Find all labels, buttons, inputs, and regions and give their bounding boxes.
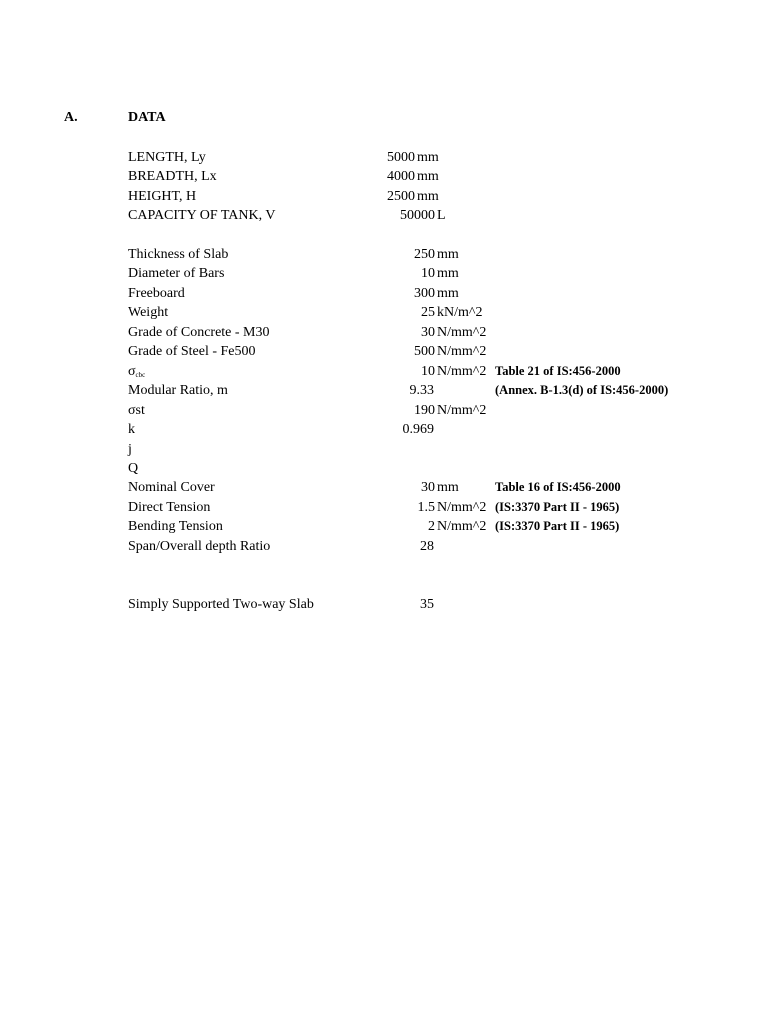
row-value: 10 bbox=[421, 364, 435, 379]
row-label-text: Span/Overall depth Ratio bbox=[128, 539, 271, 554]
row-value: 25 bbox=[421, 305, 435, 320]
row-label-text: Modular Ratio, m bbox=[128, 383, 228, 398]
row-label bbox=[128, 381, 228, 400]
table-row bbox=[0, 420, 768, 439]
row-reference: (IS:3370 Part II - 1965) bbox=[495, 519, 620, 533]
row-label-text: HEIGHT, H bbox=[128, 189, 197, 204]
row-label-text: σst bbox=[128, 403, 145, 418]
table-row bbox=[0, 537, 768, 556]
row-label bbox=[128, 420, 135, 439]
row-label-text: BREADTH, Lx bbox=[128, 169, 217, 184]
row-value: 190 bbox=[414, 403, 435, 418]
row-label-text: Thickness of Slab bbox=[128, 247, 229, 262]
row-label bbox=[128, 284, 185, 303]
row-value: 2500 bbox=[387, 189, 415, 204]
row-label-subscript: cbc bbox=[135, 371, 146, 379]
row-unit: N/mm^2 bbox=[437, 364, 487, 379]
row-label bbox=[128, 187, 196, 206]
row-unit: mm bbox=[437, 480, 459, 495]
table-row bbox=[0, 303, 768, 322]
table-row bbox=[0, 517, 768, 536]
row-label bbox=[128, 323, 270, 342]
row-label-text: Q bbox=[128, 461, 139, 476]
row-reference: Table 16 of IS:456-2000 bbox=[495, 480, 621, 494]
table-row bbox=[0, 206, 768, 225]
table-row bbox=[0, 245, 768, 264]
row-label bbox=[128, 459, 138, 478]
row-unit: kN/m^2 bbox=[437, 305, 483, 320]
table-row bbox=[0, 498, 768, 517]
row-label-text: Grade of Concrete - M30 bbox=[128, 325, 270, 340]
row-label bbox=[128, 264, 224, 283]
row-unit: L bbox=[437, 208, 446, 223]
row-label-text: Freeboard bbox=[128, 286, 185, 301]
table-row bbox=[0, 264, 768, 283]
row-label-text: CAPACITY OF TANK, V bbox=[128, 208, 276, 223]
section-title: DATA bbox=[128, 110, 166, 125]
row-value: 50000 bbox=[400, 208, 435, 223]
row-value: 35 bbox=[420, 597, 434, 612]
row-value: 4000 bbox=[387, 169, 415, 184]
row-value: 30 bbox=[421, 325, 435, 340]
row-label bbox=[128, 245, 228, 264]
row-reference: Table 21 of IS:456-2000 bbox=[495, 364, 621, 378]
row-unit: mm bbox=[437, 286, 459, 301]
row-value: 1.5 bbox=[417, 500, 435, 515]
row-unit: mm bbox=[437, 266, 459, 281]
table-row bbox=[0, 362, 768, 381]
row-label-text: j bbox=[128, 442, 132, 457]
table-row bbox=[0, 381, 768, 400]
table-row bbox=[0, 440, 768, 459]
row-unit: N/mm^2 bbox=[437, 403, 487, 418]
row-value: 10 bbox=[421, 266, 435, 281]
table-row bbox=[0, 401, 768, 420]
row-label-text: Simply Supported Two-way Slab bbox=[128, 597, 314, 612]
row-label bbox=[128, 440, 132, 459]
row-label bbox=[128, 303, 168, 322]
row-label-text: Diameter of Bars bbox=[128, 266, 225, 281]
table-row bbox=[0, 167, 768, 186]
row-value: 0.969 bbox=[402, 422, 434, 437]
row-label-text: σ bbox=[128, 364, 136, 379]
row-reference: (Annex. B-1.3(d) of IS:456-2000) bbox=[495, 383, 669, 397]
row-label bbox=[128, 342, 256, 361]
row-label bbox=[128, 167, 217, 186]
row-value: 250 bbox=[414, 247, 435, 262]
table-row bbox=[0, 595, 768, 614]
row-unit: N/mm^2 bbox=[437, 344, 487, 359]
row-unit: N/mm^2 bbox=[437, 325, 487, 340]
table-row bbox=[0, 323, 768, 342]
row-value: 500 bbox=[414, 344, 435, 359]
row-unit: mm bbox=[437, 247, 459, 262]
row-label-text: LENGTH, Ly bbox=[128, 150, 206, 165]
row-value: 30 bbox=[421, 480, 435, 495]
row-value: 9.33 bbox=[409, 383, 434, 398]
row-label-text: Grade of Steel - Fe500 bbox=[128, 344, 256, 359]
row-label bbox=[128, 206, 275, 225]
row-label-text: Nominal Cover bbox=[128, 480, 215, 495]
row-label bbox=[128, 537, 270, 556]
table-row bbox=[0, 284, 768, 303]
row-label bbox=[128, 148, 206, 167]
row-label bbox=[128, 498, 210, 517]
row-label bbox=[128, 362, 145, 383]
row-label bbox=[128, 517, 223, 536]
row-value: 5000 bbox=[387, 150, 415, 165]
row-unit: N/mm^2 bbox=[437, 519, 487, 534]
table-row bbox=[0, 148, 768, 167]
row-label-text: Weight bbox=[128, 305, 169, 320]
row-unit: mm bbox=[417, 150, 439, 165]
row-value: 28 bbox=[420, 539, 434, 554]
table-row bbox=[0, 459, 768, 478]
row-label-text: k bbox=[128, 422, 135, 437]
row-label-text: Bending Tension bbox=[128, 519, 223, 534]
row-unit: N/mm^2 bbox=[437, 500, 487, 515]
row-value: 2 bbox=[428, 519, 435, 534]
row-label bbox=[128, 595, 314, 614]
row-reference: (IS:3370 Part II - 1965) bbox=[495, 500, 620, 514]
row-label bbox=[128, 478, 215, 497]
row-label-text: Direct Tension bbox=[128, 500, 211, 515]
section-letter: A. bbox=[64, 110, 78, 125]
table-row bbox=[0, 187, 768, 206]
row-unit: mm bbox=[417, 169, 439, 184]
row-unit: mm bbox=[417, 189, 439, 204]
row-value: 300 bbox=[414, 286, 435, 301]
row-label bbox=[128, 401, 145, 420]
table-row bbox=[0, 478, 768, 497]
table-row bbox=[0, 342, 768, 361]
